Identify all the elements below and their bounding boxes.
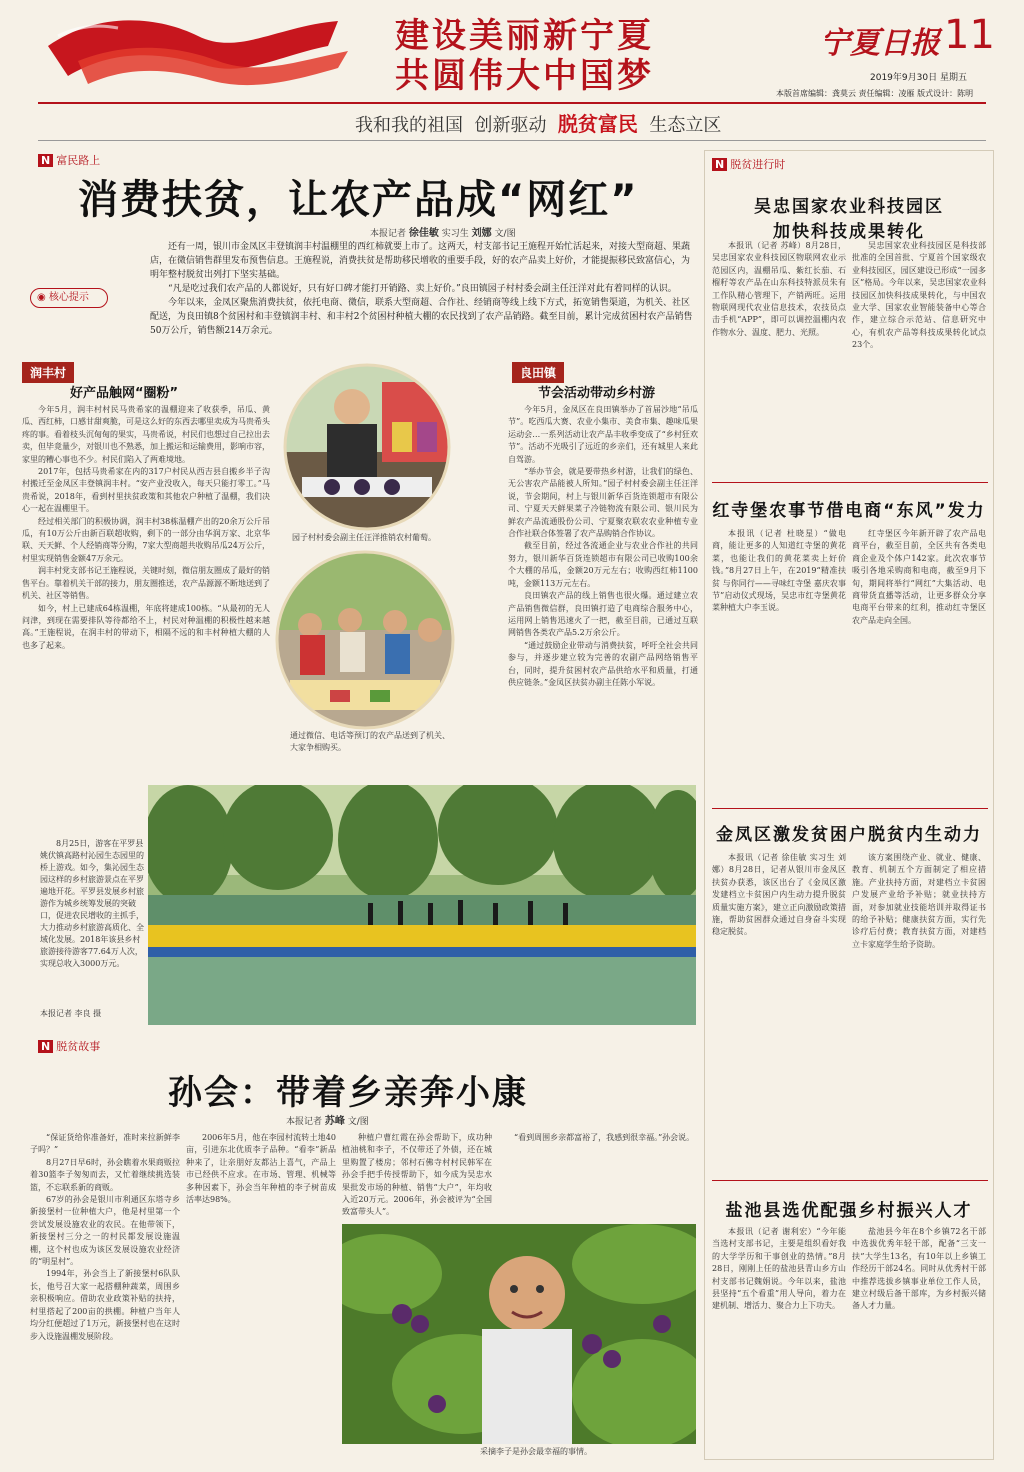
sidebar-story2-title: 红寺堡农事节借电商“东风”发力 (712, 501, 986, 521)
lead-paragraph: 今年以来，金凤区聚焦消费扶贫，依托电商、微信，联系大型商超、合作社、经销商等线上线下方式，拓宽销售渠道，为机关、社区配送，为良田镇8个贫困村和丰登镇润丰村、和丰村2个贫困村种植大棚的农民找到了农产品销路。截至目前，累计完成贫困村农产品销售50万公斤，销售额214万余元。 (150, 298, 693, 336)
body-paragraph: 本报讯（记者 苏峰）8月28日，吴忠国家农业科技园区物联网农业示范园区内，温棚吊瓜、紫红长茄、石榴籽等农产品在山东科技特派员朱有工作队精心管理下，产销两旺。运用物联网现代农业信息技术，农技员点击手机“APP”，即可以调控温棚内农作物水分、温度、肥力、光照。 (712, 241, 846, 337)
body-paragraph: “通过鼓励企业带动与消费扶贫，呼吁全社会共同参与，并逐步建立较为完善的农副产品网络销售平台，同时，提升贫困村农产品供给水平和质量，打通供应链条。”金凤区扶贫办副主任陈小军说。 (508, 640, 698, 687)
body-paragraph: 截至目前，经过各流通企业与农业合作社的共同努力，银川新华百货连锁超市有限公司已收购100余个大棚的吊瓜，金额20万元左右；收购西红柿1100吨，金额113万元左右。 (508, 541, 698, 588)
sidebar-story4-body (712, 1226, 846, 1452)
intern-name: 刘娜 (471, 228, 492, 239)
header-rule (38, 102, 986, 104)
sidebar-story4-title: 盐池县选优配强乡村振兴人才 (725, 1201, 973, 1221)
slogan-line-2: 共圆伟大中国梦 (395, 56, 654, 96)
section-label (38, 152, 100, 168)
body-paragraph: 吴忠国家农业科技园区是科技部批准的全国首批、宁夏首个国家级农业科技园区，园区建设已形成“一园多区”格局。今年以来，吴忠国家农业科技园区加快科技成果转化，与中国农业大学、国家农业智能装备中心等合作，建立综合示范站、信息研究中心，有机农产品等科技成果转化试点23个。 (852, 241, 986, 350)
header-rule-thin (38, 140, 986, 141)
theme-tag: 我和我的祖国 (355, 115, 463, 136)
title-line: 加快科技成果转化 (773, 222, 925, 242)
sidebar-story4-body-2 (852, 1226, 986, 1452)
editor-credits: 本版首席编辑：龚莫云 责任编辑：凌雁 版式设计：陈明 (776, 89, 974, 98)
n-badge-icon: N (38, 154, 53, 167)
photo-credit: 本报记者 李良 摄 (40, 1009, 102, 1018)
sidebar-story1-body (712, 240, 846, 470)
sunhui-body-col3 (342, 1132, 492, 1224)
page-number: 11 (944, 12, 995, 58)
liangtian-body (508, 404, 698, 776)
byline-suffix: 文/图 (347, 1117, 369, 1127)
sidebar-divider (712, 482, 988, 483)
slogan-line-1: 建设美丽新宁夏 (395, 16, 654, 56)
sunhui-body-col4 (498, 1132, 696, 1224)
village-label-liangtian: 良田镇 (512, 362, 564, 383)
red-flag-graphic (38, 6, 358, 98)
byline (370, 224, 516, 239)
byline-prefix: 本报记者 (370, 229, 407, 239)
keynote-label: 核心提示 (48, 292, 89, 303)
body-paragraph: 润丰村党支部书记王施程说，关键时刻，微信朋友圈成了最好的销售平台。靠着机关干部的接力，朋友圈推送，农产品源源不断地送到了机关、社区等销售。 (22, 566, 270, 601)
headline: 消费扶贫，让农产品成“网红” (78, 177, 639, 223)
section-label-text: 脱贫故事 (56, 1040, 101, 1053)
sidebar-story2-body-2 (852, 528, 986, 798)
byline-intern-prefix: 实习生 (441, 229, 469, 239)
sidebar-story1-title (710, 192, 988, 242)
body-paragraph: “看到周围乡亲都富裕了，我感到很幸福。”孙会说。 (514, 1133, 695, 1142)
section-label (38, 1038, 100, 1054)
photo-produce-delivery (270, 550, 460, 730)
section-label-text: 富民路上 (56, 154, 101, 167)
body-paragraph: 67岁的孙会是银川市利通区东塔寺乡新接堡村一位种植大户，他是村里第一个尝试发展设施农业的农民。在他带领下，新接堡村三分之一的村民都发展设施温棚，这个村也成为该区发展设施农业经济的“明星村”。 (30, 1195, 180, 1267)
body-paragraph: 本报讯（记者 杜晓星）“做电商，能让更多的人知道红寺堡的黄花菜，也能让我们的黄花菜卖上好价钱。”8月27日上午，在2019“精准扶贫 与你同行——寻味红寺堡 嘉庆农事节”启动仪式现场，吴忠市红寺堡黄花菜种植大户李玉说。 (712, 529, 846, 613)
body-paragraph: 本报讯（记者 谢利宏）“今年能当选村支部书记，主要是组织看好我的大学学历和干事创业的热情。”8月28日，刚刚上任的盐池县青山乡方山村支部书记魏娟说。今年以来，盐池县坚持“五个看重”用人导向，着力在建机制、增活力、聚合力上下功夫。 (712, 1227, 846, 1311)
page-slogan (395, 16, 654, 96)
section-label (712, 156, 785, 172)
runfeng-body (22, 404, 270, 776)
reporter-name: 苏峰 (324, 1116, 345, 1127)
body-paragraph: 2017年，包括马贵希家在内的317户村民从西吉县自搬乡半子沟村搬迁至金凤区丰登镇润丰村。“安产业没收入，每天只能打零工。”马贵希说，2018年，看到村里扶贫政策和其他农户种植了温棚，我们决心一起在温棚里干。 (22, 467, 270, 514)
lead-paragraphs (150, 240, 695, 338)
theme-tag: 创新驱动 (474, 115, 547, 136)
body-paragraph: 该方案围绕产业、就业、健康、教育、机制五个方面制定了相应措施。产业扶持方面，对建档立卡贫困户发展产业给予补贴；就业扶持方面，对参加就业技能培训并取得证书的给予补贴；健康扶贫方面，实行先诊疗后付费；教育扶贫方面，对建档立卡家庭学生给予资助。 (852, 853, 986, 949)
byline (286, 1112, 369, 1127)
section-label-text: 脱贫进行时 (730, 158, 786, 171)
body-paragraph: 今年5月，金凤区在良田镇举办了首届沙地“吊瓜节”。吃西瓜大赛、农业小集市、美食市集、趣味瓜果运动会…一系列活动让农产品丰收季变成了“乡村狂欢节”。活动不光吸引了远近的乡亲们，还有城里人来此自驾游。 (508, 405, 698, 464)
photo-grape-sales (282, 362, 452, 532)
story-headline: 孙会：带着乡亲奔小康 (168, 1073, 528, 1113)
n-badge-icon: N (38, 1040, 53, 1053)
byline-suffix: 文/图 (494, 229, 516, 239)
sidebar-story3-body-2 (852, 852, 986, 1152)
byline-prefix: 本报记者 (286, 1117, 323, 1127)
newspaper-logo: 宁夏日报 (820, 26, 940, 61)
subhead-runfeng: 好产品触网“圈粉” (70, 386, 179, 401)
photo-caption: 采摘李子是孙会最幸福的事情。 (480, 1447, 592, 1456)
sidebar-story3-body (712, 852, 846, 1152)
photo-feature-caption: 8月25日，游客在平罗县姚伏镇高路村沁园生态园里的桥上游戏。如今，集沁园生态园这样的乡村旅游景点在平罗遍地开花。平罗县发展乡村旅游作为城乡统筹发展的突破口，促进农民增收的主抓手，大力推动乡村旅游高质化、全域化发展。2018年该县乡村旅游接待游客77.64万人次，实现总收入3000万元。 (40, 839, 144, 968)
subhead-liangtian: 节会活动带动乡村游 (538, 386, 656, 401)
body-paragraph: 如今，村上已建成64栋温棚，年底将建成100栋。“从最初的无人问津，到现在需要排队等待都给不上，村民对种温棚的积极性越来越高。”王施程说，在润丰村的带动下，相隔不远的和丰村种植大棚的人也多了起来。 (22, 603, 270, 650)
body-paragraph: “保证货给你准备好，准时来拉新鲜李子吗？” (30, 1133, 180, 1155)
reporter-name: 徐佳敏 (408, 228, 439, 239)
title-line: 吴忠国家农业科技园区 (754, 197, 944, 217)
target-icon: ◉ (37, 292, 46, 303)
theme-tag-highlight: 脱贫富民 (557, 112, 638, 136)
theme-tags (355, 108, 721, 137)
village-label-runfeng: 润丰村 (22, 362, 74, 383)
sunhui-body-col2 (186, 1132, 336, 1462)
n-badge-icon: N (712, 158, 727, 171)
photo-caption: 通过微信、电话等预订的农产品送到了机关、大家争相购买。 (290, 731, 450, 752)
body-paragraph: 本报讯（记者 徐佳敏 实习生 刘娜）8月28日，记者从银川市金凤区扶贫办获悉，该区出台了《金凤区激发建档立卡贫困户内生动力提升脱贫质量实施方案》，建立正向激励政策措施，帮助贫困群众通过自身奋斗实现稳定脱贫。 (712, 853, 846, 937)
photo-caption: 园子村村委会副主任汪洋推销农村葡萄。 (292, 533, 436, 542)
body-paragraph: 良田镇农产品的线上销售也很火爆。通过建立农产品销售微信群，良田镇打造了电商综合服务中心，运用网上销售迅速火了一把，截至目前，已通过互联网销售各类农产品5.2万余公斤。 (508, 591, 698, 638)
photo-rural-tourism (148, 785, 696, 1025)
sidebar-divider (712, 808, 988, 809)
lead-paragraph: “凡是吃过我们农产品的人都说好，只有好口碑才能打开销路、卖上好价。”良田镇园子村村委会副主任汪洋对此有着同样的认识。 (168, 284, 677, 294)
theme-tag: 生态立区 (649, 115, 722, 136)
sidebar-story2-body (712, 528, 846, 798)
body-paragraph: 红寺堡区今年新开辟了农产品电商平台，截至目前，全区共有各类电商企业及个体户142家。此次农事节吸引各地采购商和电商，截至9月下旬，期间将举行“网红”大集活动、电商带货直播等活动，让更多群众分享电商平台带来的红利，推动红寺堡区农产品走向全国。 (852, 529, 986, 625)
photo-plum-picking (342, 1224, 696, 1444)
issue-date: 2019年9月30日 星期五 (870, 73, 967, 83)
body-paragraph: “举办节会，就是要带热乡村游，让我们的绿色、无公害农产品能被人所知。”园子村村委会副主任汪洋说，节会期间，村上与银川新华百货连锁超市有限公司、宁夏天天鲜果菜子冷链物流有限公司、银川民为鲜农产品流通股份公司、宁夏聚农联农农业种植专业合作社联合体签署了农产品购销合作协议。 (508, 467, 698, 539)
sidebar-story1-body-2 (852, 240, 986, 470)
body-paragraph: 1994年，孙会当上了新接堡村6队队长，他号召大家一起搭棚种蔬菜，周围乡亲积极响应。借助农业政策补贴的扶持，村里搭起了200亩的拱棚。种植户当年人均分红便超过了1万元，新接堡村也在这时步入设施温棚发展阶段。 (30, 1269, 180, 1341)
body-paragraph: 今年5月，润丰村村民马贵希家的温棚迎来了收获季，吊瓜、黄瓜、西红柿，口感甘甜爽脆，可是这么好的东西去哪里卖成为马贵希头疼的事。看着枝头沉甸甸的果实，马贵希说，村民们也想过自己拉出去卖，但毕竟量少，对银川也不熟悉，加上搬运和运输费用，影响市容，家里的糟心事也不少。村民们陷入了两难境地。 (22, 405, 270, 464)
sidebar-divider (712, 1180, 988, 1181)
body-paragraph: 8月27日早6时，孙会瞧着水果商贩拉着30篮李子匆匆而去，又忙着继续挑选装篮，不忘联系新的商贩。 (30, 1157, 180, 1192)
body-paragraph: 盐池县今年在8个乡镇72名干部中选拔优秀年轻干部，配备“三支一扶”大学生13名，有10年以上乡镇工作经历干部24名。同时从优秀村干部中推荐选拔乡镇事业单位工作人员，建立村级后备干部库，为乡村振兴储备人才力量。 (852, 1227, 986, 1311)
sidebar-story3-title: 金凤区激发贫困户脱贫内生动力 (716, 825, 982, 845)
sunhui-body-col1 (30, 1132, 180, 1462)
body-paragraph: 种植户曹红霞在孙会帮助下，成功种植油桃和李子，不仅带还了外债，还在城里购置了楼房；邻村石佛寺村村民韩军在孙会手把手传授帮助下，如今成为吴忠水果批发市场的种植、销售“大户”，年均收入近20万元。2006年，孙会被评为“全国致富带头人”。 (342, 1133, 492, 1217)
keynote-badge (30, 288, 108, 308)
body-paragraph: 经过相关部门的积极协调，润丰村38栋温棚产出的20余万公斤吊瓜，有10万公斤由新百联超收购，剩下的一部分由华润万家、北京华联、天天鲜、个人经销商等分购，7家大型商超共收购吊瓜24万公斤，村里实现销售金额47万余元。 (22, 516, 270, 563)
body-paragraph: 2006年5月，他在李园村流转土地40亩，引进东北优质李子品种。“看李”新品种来了，让亲朋好友都沾上喜气，产品上市已经供不应求。在市场、管理、机械等多种因素下，孙会当年种植的李子树苗成活率达98%。 (186, 1133, 336, 1205)
lead-paragraph: 还有一周，银川市金凤区丰登镇润丰村温棚里的西红柿就要上市了。这两天，村支部书记王施程开始忙活起来，对接大型商超、果蔬店，在微信销售群里发布预售信息。王施程说，消费扶贫是帮助移民增收的重要手段，好的农产品卖上好价，才能提振移民致富信心，为明年整村脱贫出列打下坚实基础。 (150, 242, 691, 280)
